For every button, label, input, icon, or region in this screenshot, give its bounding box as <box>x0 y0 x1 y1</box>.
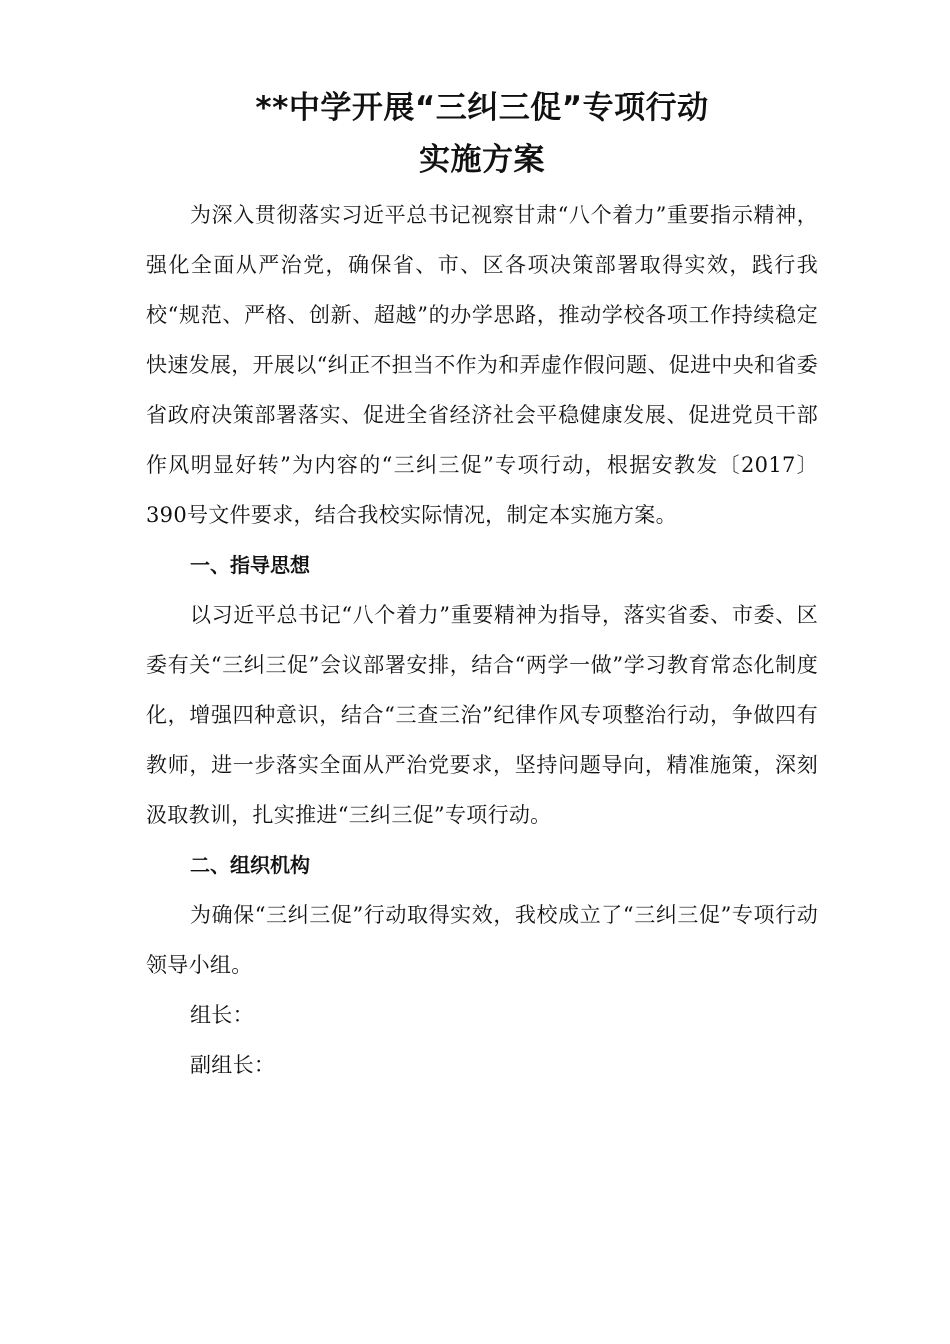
leader-label: 组长： <box>190 1003 254 1027</box>
section-body-organization: 为确保“三纠三促”行动取得实效，我校成立了“三纠三促”专项行动领导小组。 <box>146 903 818 977</box>
title-line-1: **中学开展“三纠三促”专项行动 <box>255 90 709 126</box>
section-heading-organization: 二、组织机构 <box>190 853 310 877</box>
section-body-guiding-ideology: 以习近平总书记“八个着力”重要精神为指导，落实省委、市委、区委有关“三纠三促”会议部署安排，结合“两学一做”学习教育常态化制度化，增强四种意识，结合“三查三治”纪律作风专项整治行动，争做四有教师，进一步落实全面从严治党要求，坚持问题导向，精准施策，深刻汲取教训，扎实推进“三纠三促”专项行动。 <box>146 603 818 827</box>
section-heading-guiding-ideology: 一、指导思想 <box>190 553 310 577</box>
document-body <box>146 190 818 1090</box>
title-line-2: 实施方案 <box>419 142 545 178</box>
intro-paragraph: 为深入贯彻落实习近平总书记视察甘肃“八个着力”重要指示精神，强化全面从严治党，确保省、市、区各项决策部署取得实效，践行我校“规范、严格、创新、超越”的办学思路，推动学校各项工作持续稳定快速发展，开展以“纠正不担当不作为和弄虚作假问题、促进中央和省委省政府决策部署落实、促进全省经济社会平稳健康发展、促进党员干部作风明显好转”为内容的“三纠三促”专项行动，根据安教发〔2017〕390号文件要求，结合我校实际情况，制定本实施方案。 <box>146 203 818 527</box>
deputy-leader-label: 副组长： <box>190 1053 276 1077</box>
document-title <box>146 82 818 186</box>
